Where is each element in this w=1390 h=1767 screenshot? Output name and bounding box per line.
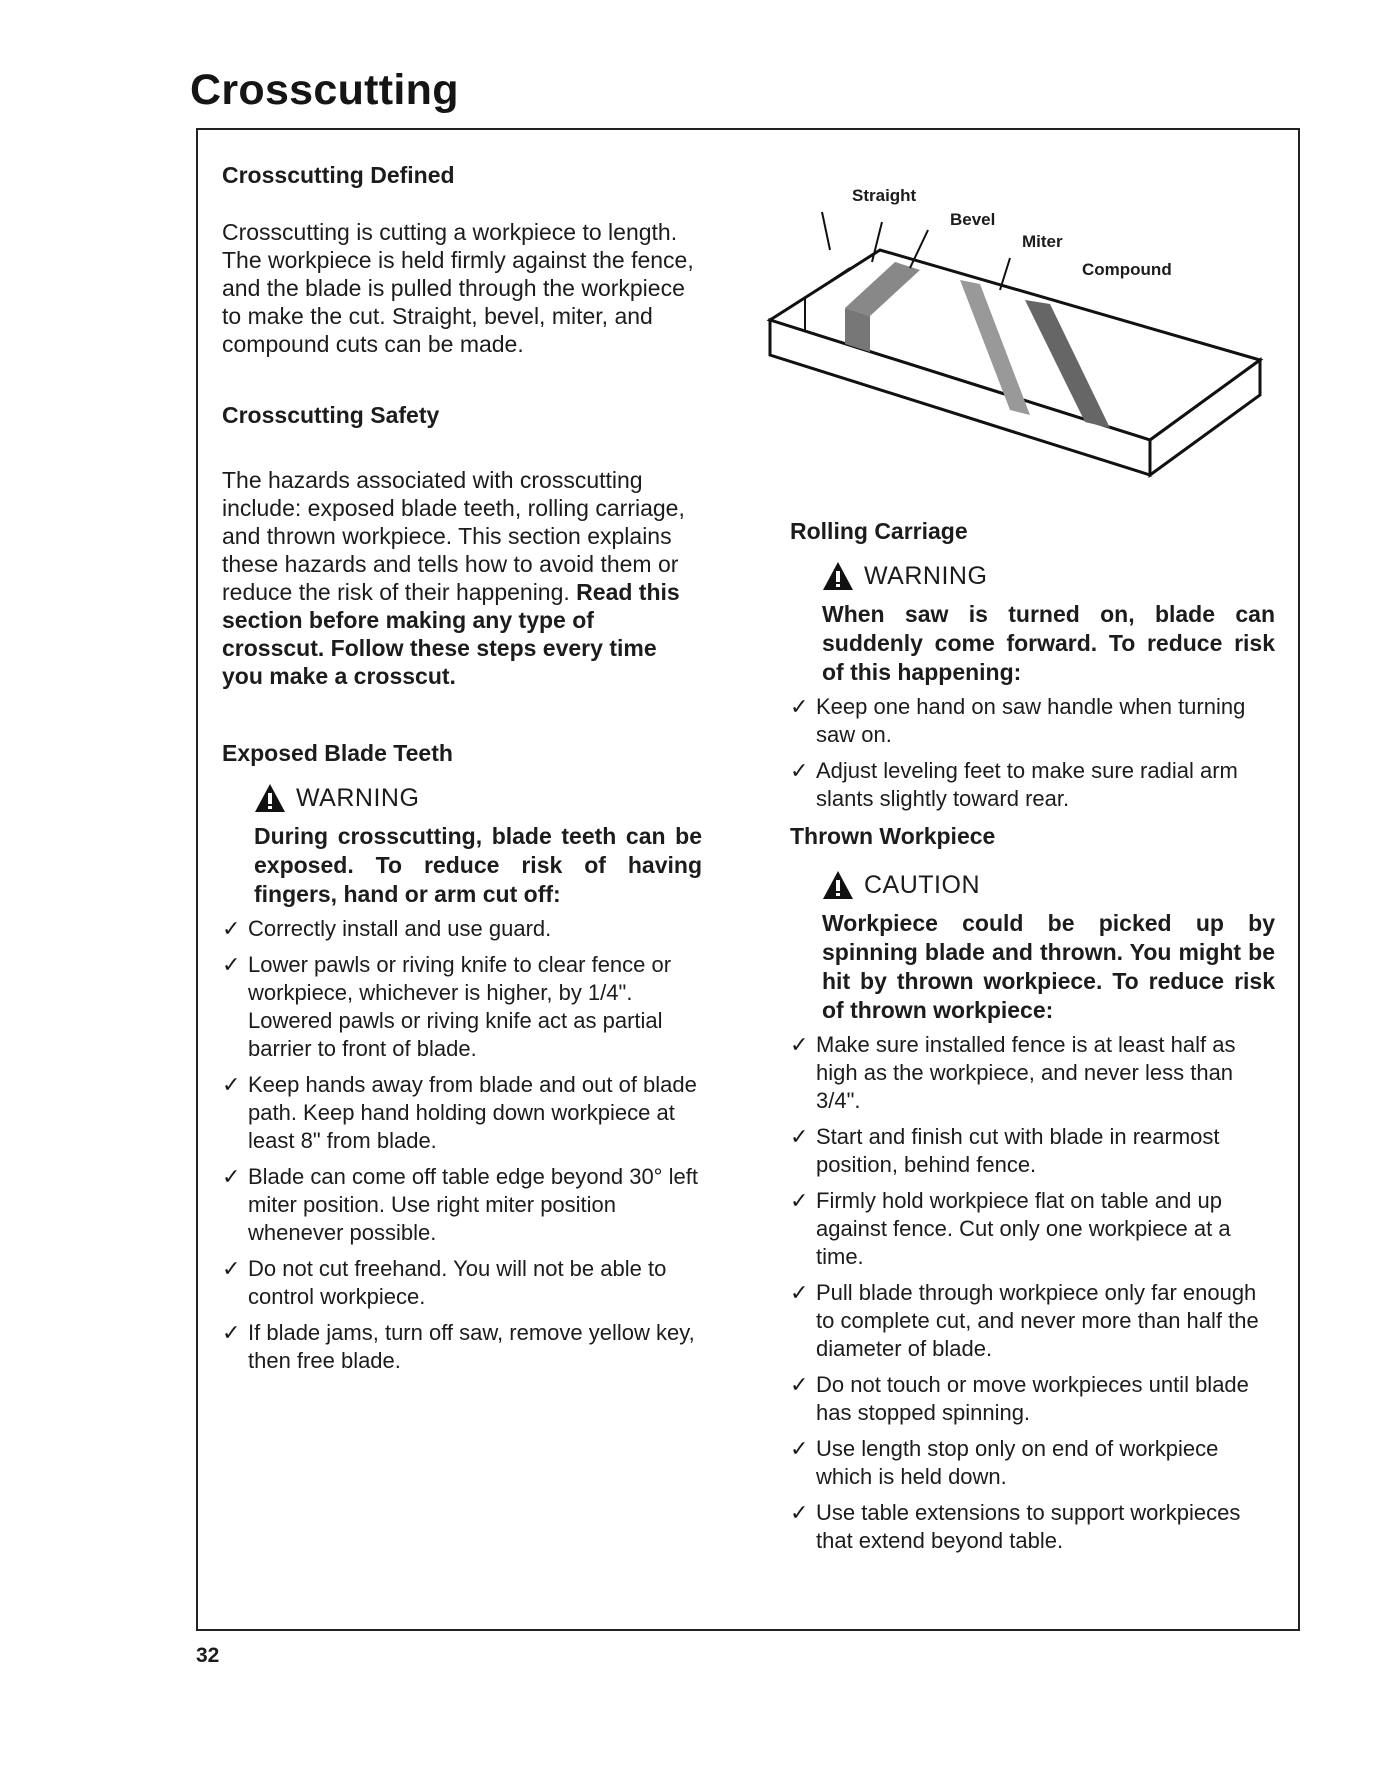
warning-triangle-icon [254,782,286,814]
list-item [790,1279,1275,1363]
warning-triangle-icon [822,560,854,592]
check-icon: ✓ [222,916,241,941]
list-item-text: Lower pawls or riving knife to clear fence or workpiece, whichever is higher, by 1/4". Lowered pawls or riving knife act as partial barrier to front of blade. [248,952,672,1061]
exposed-warning-text: During crosscutting, blade teeth can be exposed. To reduce risk of having fingers, hand or arm cut off: [254,823,702,907]
thrown-caution-label: CAUTION [864,870,980,899]
list-item-text: Start and finish cut with blade in rearmost position, behind fence. [816,1124,1220,1177]
exposed-heading: Exposed Blade Teeth [222,740,453,766]
exposed-checklist [222,915,702,1375]
list-item-text: Do not touch or move workpieces until blade has stopped spinning. [816,1372,1249,1425]
thrown-caution-text: Workpiece could be picked up by spinning blade and thrown. You might be hit by thrown workpiece. To reduce risk of thrown workpiece: [822,910,1275,1023]
check-icon: ✓ [790,1372,809,1397]
list-item [790,1435,1275,1491]
check-icon: ✓ [222,1164,241,1189]
list-item-text: Use table extensions to support workpieces that extend beyond table. [816,1500,1241,1553]
check-icon: ✓ [222,1320,241,1345]
check-icon: ✓ [790,1436,809,1461]
label-compound: Compound [1082,260,1172,279]
check-icon: ✓ [222,1072,241,1097]
left-column [222,160,702,1383]
list-item-text: If blade jams, turn off saw, remove yellow key, then free blade. [248,1320,695,1373]
list-item-text: Correctly install and use guard. [248,916,552,941]
list-item [222,1255,702,1311]
rolling-warning-head [822,556,1275,596]
list-item-text: Firmly hold workpiece flat on table and up against fence. Cut only one workpiece at a time. [816,1188,1231,1269]
check-icon: ✓ [790,1188,809,1213]
list-item-text: Adjust leveling feet to make sure radial arm slants slightly toward rear. [816,758,1238,811]
check-icon: ✓ [790,1032,809,1057]
list-item [222,915,702,943]
defined-body: Crosscutting is cutting a workpiece to length. The workpiece is held firmly against the fence, and the blade is pulled through the workpiece to make the cut. Straight, bevel, miter, and compound cuts can be made. [222,219,694,357]
check-icon: ✓ [790,1500,809,1525]
cut-types-diagram [760,186,1270,510]
list-item-text: Pull blade through workpiece only far enough to complete cut, and never more than half the diameter of blade. [816,1280,1259,1361]
right-column [790,516,1275,1563]
exposed-warning [254,778,702,909]
list-item [790,1499,1275,1555]
safety-body [222,466,702,690]
list-item [222,1163,702,1247]
label-bevel: Bevel [950,210,996,229]
rolling-warning-label: WARNING [864,561,988,590]
list-item-text: Keep one hand on saw handle when turning saw on. [816,694,1246,747]
list-item [790,1371,1275,1427]
thrown-checklist [790,1031,1275,1555]
exposed-warning-head [254,778,702,818]
list-item [222,1319,702,1375]
label-straight: Straight [852,186,917,205]
list-item [222,1071,702,1155]
list-item-text: Do not cut freehand. You will not be able to control workpiece. [248,1256,667,1309]
list-item [790,1187,1275,1271]
list-item [790,1031,1275,1115]
page-title: Crosscutting [190,66,459,114]
defined-heading: Crosscutting Defined [222,162,455,188]
board-illustration [760,190,1270,510]
thrown-heading: Thrown Workpiece [790,823,996,849]
list-item [790,757,1275,813]
safety-body-text: The hazards associated with crosscutting include: exposed blade teeth, rolling carriage, and thrown workpiece. This section explains these hazards and tells how to avoid them or reduce the risk of their happening. [222,467,685,605]
safety-body-bold: Read this section before making any type of crosscut. Follow these steps every time you make a crosscut. [222,579,680,689]
check-icon: ✓ [222,1256,241,1281]
label-miter: Miter [1022,232,1063,251]
thrown-caution [822,865,1275,1025]
caution-triangle-icon [822,869,854,901]
thrown-caution-head [822,865,1275,905]
check-icon: ✓ [790,1124,809,1149]
list-item-text: Make sure installed fence is at least half as high as the workpiece, and never less than 3/4". [816,1032,1236,1113]
check-icon: ✓ [790,758,809,783]
safety-heading: Crosscutting Safety [222,402,440,428]
exposed-warning-label: WARNING [296,783,420,812]
check-icon: ✓ [222,952,241,977]
list-item-text: Use length stop only on end of workpiece which is held down. [816,1436,1219,1489]
list-item [790,693,1275,749]
list-item [790,1123,1275,1179]
page-number: 32 [196,1644,220,1667]
list-item-text: Keep hands away from blade and out of blade path. Keep hand holding down workpiece at least 8" from blade. [248,1072,697,1153]
rolling-warning [822,556,1275,687]
rolling-warning-text: When saw is turned on, blade can suddenly come forward. To reduce risk of this happening: [822,601,1275,685]
check-icon: ✓ [790,694,809,719]
list-item-text: Blade can come off table edge beyond 30° left miter position. Use right miter position whenever possible. [248,1164,698,1245]
list-item [222,951,702,1063]
rolling-checklist [790,693,1275,813]
check-icon: ✓ [790,1280,809,1305]
rolling-heading: Rolling Carriage [790,518,968,544]
